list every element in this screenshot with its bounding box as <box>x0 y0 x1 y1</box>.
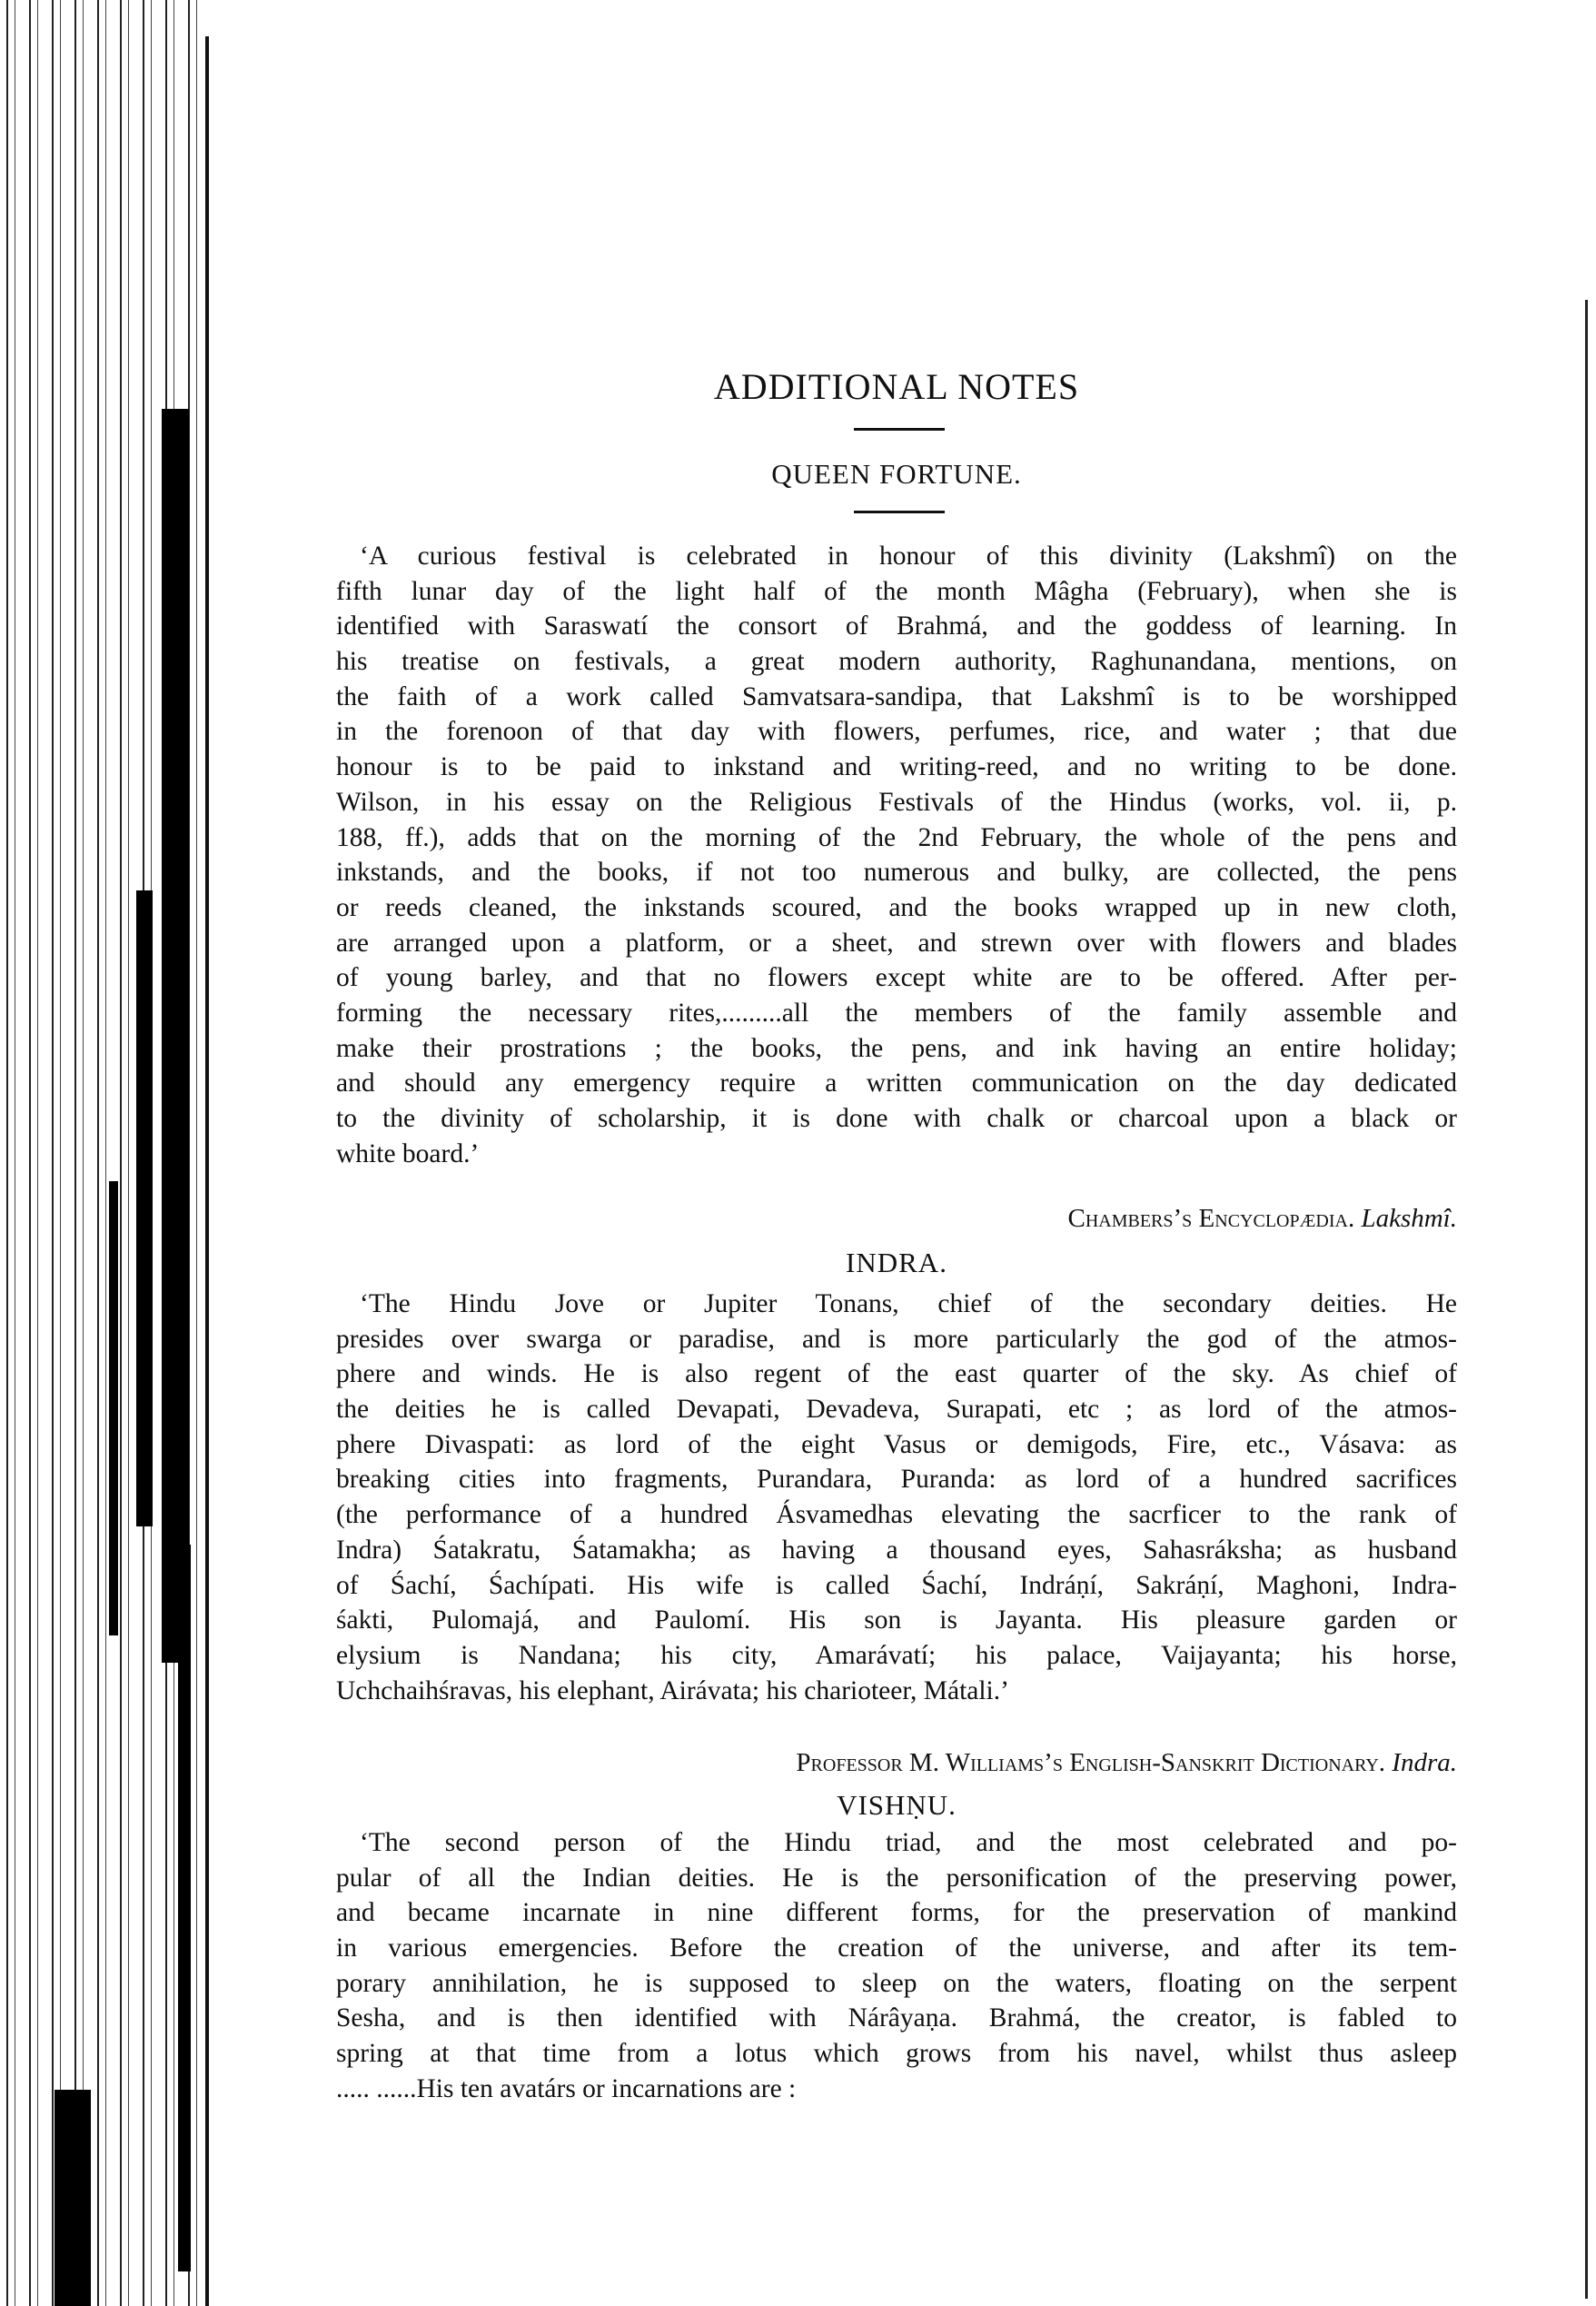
text-line: the faith of a work called Samvatsara-sandipa, that Lakshmî is to be worshipped <box>336 681 1457 711</box>
page-edge-left <box>205 36 209 2306</box>
text-line: Wilson, in his essay on the Religious Festivals of the Hindus (works, vol. ii, p. <box>336 787 1457 817</box>
paragraph-vishnu <box>336 1825 1457 2107</box>
text-line: white board.’ <box>336 1138 480 1168</box>
text-line: presides over swarga or paradise, and is more particularly the god of the atmos- <box>336 1324 1457 1354</box>
text-line: and became incarnate in nine different forms, for the preservation of mankind <box>336 1898 1457 1928</box>
text-line: Sesha, and is then identified with Nárâyaṇa. Brahmá, the creator, is fabled to <box>336 2003 1457 2033</box>
text-line: Indra) Śatakratu, Śatamakha; as having a thousand eyes, Sahasráksha; as husband <box>336 1535 1457 1565</box>
text-line: forming the necessary rites,.........all the members of the family assemble and <box>336 998 1457 1028</box>
text-line: ‘The second person of the Hindu triad, and the most celebrated and po- <box>360 1828 1457 1857</box>
text-line: identified with Saraswatí the consort of Brahmá, and the goddess of learning. In <box>336 611 1457 641</box>
page-title: ADDITIONAL NOTES <box>713 366 1080 407</box>
citation-term: Lakshmî. <box>1361 1204 1457 1233</box>
text-line: elysium is Nandana; his city, Amarávatí; his palace, Vaijayanta; his horse, <box>336 1640 1457 1670</box>
paragraph-queen-fortune <box>336 539 1457 1171</box>
text-line: breaking cities into fragments, Purandara, Puranda: as lord of a hundred sacrifices <box>336 1465 1457 1495</box>
text-line: Uchchaihśravas, his elephant, Airávata; his charioteer, Mátali.’ <box>336 1675 1009 1705</box>
text-line: pular of all the Indian deities. He is the personification of the preserving power, <box>336 1863 1457 1893</box>
citation-source: Professor M. Williams’s English-Sanskrit Dictionary. <box>796 1748 1386 1777</box>
text-line: ‘A curious festival is celebrated in honour of this divinity (Lakshmî) on the <box>360 542 1457 571</box>
section-heading-queen-fortune: QUEEN FORTUNE. <box>771 458 1022 490</box>
text-line: his treatise on festivals, a great modern authority, Raghunandana, mentions, on <box>336 647 1457 677</box>
text-line: honour is to be paid to inkstand and writing-reed, and no writing to be done. <box>336 752 1457 782</box>
text-line: or reeds cleaned, the inkstands scoured, and the books wrapped up in new cloth, <box>336 892 1457 922</box>
text-line: of young barley, and that no flowers except white are to be offered. After per- <box>336 963 1457 993</box>
text-line: in the forenoon of that day with flowers, perfumes, rice, and water ; that due <box>336 717 1457 747</box>
text-line: spring at that time from a lotus which grows from his navel, whilst thus asleep <box>336 2039 1457 2069</box>
text-line: make their prostrations ; the books, the pens, and ink having an entire holiday; <box>336 1033 1457 1063</box>
text-line: porary annihilation, he is supposed to sleep on the waters, floating on the serpent <box>336 1968 1457 1998</box>
text-line: ..... ......His ten avatárs or incarnations are : <box>336 2073 797 2103</box>
text-line: fifth lunar day of the light half of the month Mâgha (February), when she is <box>336 576 1457 606</box>
section-heading-vishnu: VISHṆU. <box>837 1789 957 1821</box>
paragraph-indra <box>336 1287 1457 1708</box>
citation-williams <box>796 1748 1457 1778</box>
text-line: (the performance of a hundred Ásvamedhas elevating the sacrficer to the rank of <box>336 1500 1457 1530</box>
text-line: in various emergencies. Before the creation of the universe, and after its tem- <box>336 1933 1457 1963</box>
text-line: inkstands, and the books, if not too numerous and bulky, are collected, the pens <box>336 858 1457 888</box>
divider <box>854 511 945 513</box>
text-line: to the divinity of scholarship, it is done with chalk or charcoal upon a black or <box>336 1104 1457 1133</box>
text-line: are arranged upon a platform, or a sheet, and strewn over with flowers and blades <box>336 928 1457 958</box>
page-edge-right <box>1585 300 1588 2299</box>
text-line: phere and winds. He is also regent of the east quarter of the sky. As chief of <box>336 1359 1457 1389</box>
citation-term: Indra. <box>1392 1748 1457 1777</box>
text-line: 188, ff.), adds that on the morning of the 2nd February, the whole of the pens and <box>336 822 1457 852</box>
citation-source: Chambers’s Encyclopædia. <box>1067 1204 1355 1233</box>
text-line: phere Divaspati: as lord of the eight Vasus or demigods, Fire, etc., Vásava: as <box>336 1429 1457 1459</box>
section-heading-indra: INDRA. <box>846 1247 947 1278</box>
text-line: the deities he is called Devapati, Devadeva, Surapati, etc ; as lord of the atmos- <box>336 1395 1457 1425</box>
text-line: śakti, Pulomajá, and Paulomí. His son is Jayanta. His pleasure garden or <box>336 1605 1457 1635</box>
divider <box>854 428 945 431</box>
citation-chambers <box>1067 1204 1457 1234</box>
text-line: ‘The Hindu Jove or Jupiter Tonans, chief of the secondary deities. He <box>360 1289 1457 1318</box>
book-spine-edge <box>0 0 211 2306</box>
text-line: of Śachí, Śachípati. His wife is called Śachí, Indráṇí, Sakráṇí, Maghoni, Indra- <box>336 1570 1457 1600</box>
text-line: and should any emergency require a written communication on the day dedicated <box>336 1069 1457 1098</box>
